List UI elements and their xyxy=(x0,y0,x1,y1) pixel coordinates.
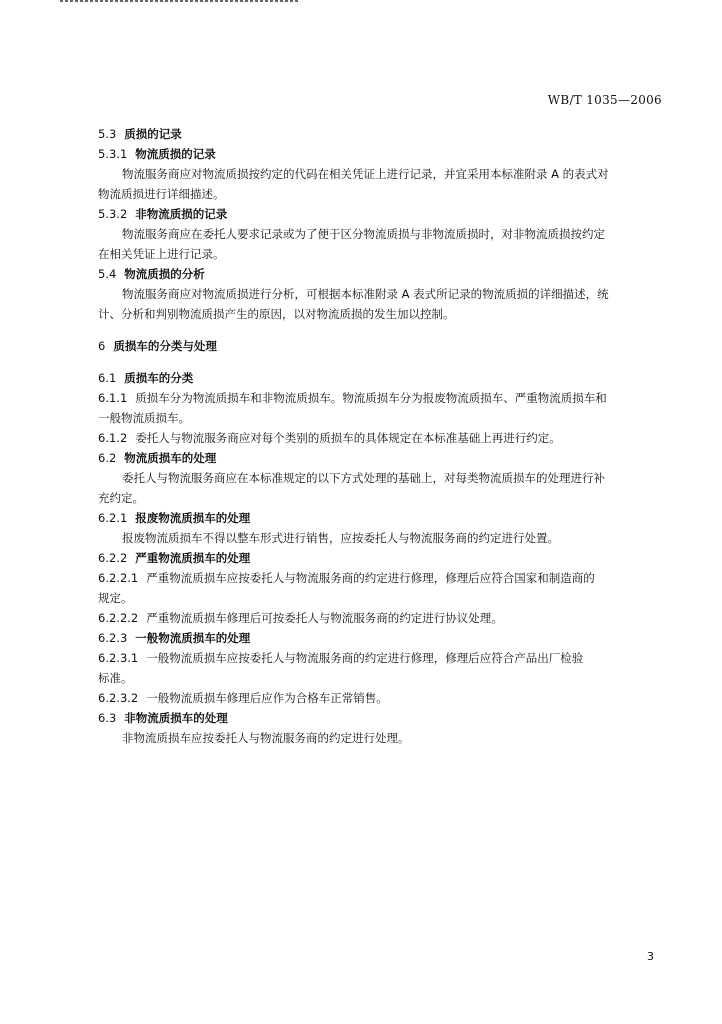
paragraph-continuation: 物流质损进行详细描述。 xyxy=(98,187,225,201)
paragraph-continuation: 一般物流质损车。 xyxy=(98,411,190,425)
section-heading xyxy=(98,548,664,568)
section-heading xyxy=(98,628,664,648)
section-heading xyxy=(98,448,664,468)
clause-number: 6.1 xyxy=(98,371,117,385)
heading-title: 物流质损的记录 xyxy=(135,147,216,161)
heading-title: 物流质损的分析 xyxy=(124,267,205,281)
clause-number: 6.2 xyxy=(98,451,117,465)
clause-text: 严重物流质损车应按委托人与物流服务商的约定进行修理，修理后应符合国家和制造商的 xyxy=(146,571,595,585)
clause-number: 6.2.2 xyxy=(98,551,128,565)
paragraph-continuation: 标准。 xyxy=(98,671,133,685)
section-heading xyxy=(98,368,664,388)
paragraph-continuation: 充约定。 xyxy=(98,491,144,505)
paragraph-line: 报废物流质损车不得以整车形式进行销售，应按委托人与物流服务商的约定进行处置。 xyxy=(122,531,559,545)
paragraph-continuation: 规定。 xyxy=(98,591,133,605)
clause-paragraph xyxy=(98,648,664,668)
clause-paragraph xyxy=(98,428,664,448)
clause-number: 6.2.3 xyxy=(98,631,128,645)
standard-code-header: WB/T 1035—2006 xyxy=(547,93,662,107)
section-heading xyxy=(98,204,664,224)
clause-text: 一般物流质损车应按委托人与物流服务商的约定进行修理，修理后应符合产品出厂检验 xyxy=(146,651,584,665)
clause-number: 5.3.1 xyxy=(98,147,128,161)
clause-paragraph xyxy=(98,388,664,408)
clause-number: 6.1.2 xyxy=(98,431,128,445)
heading-title: 质损的记录 xyxy=(124,127,182,141)
clause-number: 6.2.2.2 xyxy=(98,611,139,625)
section-heading xyxy=(98,144,664,164)
top-scan-line xyxy=(60,0,300,2)
paragraph-line: 物流服务商应在委托人要求记录或为了便于区分物流质损与非物流质损时，对非物流质损按约定 xyxy=(122,227,605,241)
section-gap xyxy=(98,356,664,368)
paragraph-continuation: 计、分析和判别物流质损产生的原因，以对物流质损的发生加以控制。 xyxy=(98,307,455,321)
heading-title: 物流质损车的处理 xyxy=(124,451,217,465)
document-body xyxy=(98,124,664,748)
clause-paragraph xyxy=(98,568,664,588)
page-number: 3 xyxy=(647,950,654,963)
section-heading xyxy=(98,708,664,728)
clause-number: 5.4 xyxy=(98,267,117,281)
heading-title: 一般物流质损车的处理 xyxy=(135,631,251,645)
section-heading xyxy=(98,264,664,284)
heading-title: 严重物流质损车的处理 xyxy=(135,551,251,565)
paragraph-line: 非物流质损车应按委托人与物流服务商的约定进行处理。 xyxy=(122,731,410,745)
clause-text: 质损车分为物流质损车和非物流质损车。物流质损车分为报废物流质损车、严重物流质损车和 xyxy=(135,391,607,405)
clause-number: 6.2.2.1 xyxy=(98,571,139,585)
section-heading xyxy=(98,124,664,144)
clause-number: 5.3.2 xyxy=(98,207,128,221)
paragraph-line: 委托人与物流服务商应在本标准规定的以下方式处理的基础上，对每类物流质损车的处理进行补 xyxy=(122,471,605,485)
clause-number: 6.1.1 xyxy=(98,391,128,405)
section-heading xyxy=(98,336,664,356)
clause-number: 6.2.1 xyxy=(98,511,128,525)
clause-number: 6.2.3.2 xyxy=(98,691,139,705)
paragraph-line: 物流服务商应对物流质损进行分析，可根据本标准附录 A 表式所记录的物流质损的详细描述，统 xyxy=(122,287,609,301)
clause-paragraph xyxy=(98,608,664,628)
clause-text: 一般物流质损车修理后应作为合格车正常销售。 xyxy=(146,691,388,705)
paragraph-continuation: 在相关凭证上进行记录。 xyxy=(98,247,225,261)
clause-number: 5.3 xyxy=(98,127,117,141)
clause-text: 委托人与物流服务商应对每个类别的质损车的具体规定在本标准基础上再进行约定。 xyxy=(135,431,561,445)
heading-title: 报废物流质损车的处理 xyxy=(135,511,251,525)
heading-title: 非物流质损车的处理 xyxy=(124,711,228,725)
clause-paragraph xyxy=(98,688,664,708)
section-heading xyxy=(98,508,664,528)
heading-title: 非物流质损的记录 xyxy=(135,207,228,221)
heading-title: 质损车的分类与处理 xyxy=(113,339,217,353)
clause-number: 6.3 xyxy=(98,711,117,725)
paragraph-line: 物流服务商应对物流质损按约定的代码在相关凭证上进行记录，并宜采用本标准附录 A 的表式对 xyxy=(122,167,609,181)
clause-number: 6 xyxy=(98,339,106,353)
clause-number: 6.2.3.1 xyxy=(98,651,139,665)
clause-text: 严重物流质损车修理后可按委托人与物流服务商的约定进行协议处理。 xyxy=(146,611,503,625)
heading-title: 质损车的分类 xyxy=(124,371,194,385)
section-gap xyxy=(98,324,664,336)
